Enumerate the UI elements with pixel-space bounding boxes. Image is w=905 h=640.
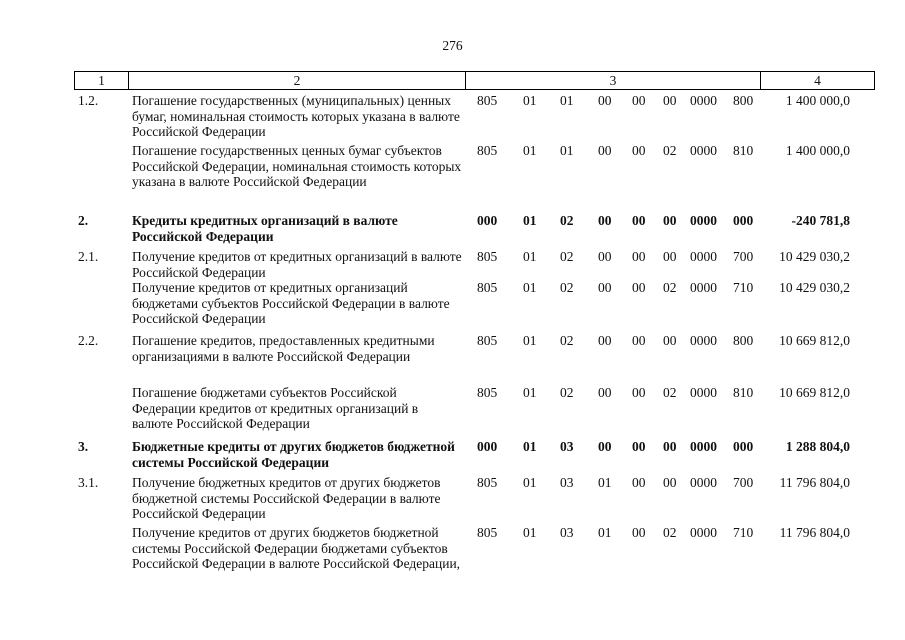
row-number: 2.1. (78, 249, 99, 264)
code-article: 00 (598, 333, 612, 348)
code-group: 01 (523, 143, 537, 158)
row-amount: 1 288 804,0 (785, 439, 850, 454)
row-number: 3. (78, 439, 89, 454)
column-header-2: 2 (129, 72, 466, 90)
table-row (74, 475, 874, 525)
code-subgroup: 03 (560, 475, 574, 490)
code-article: 00 (598, 439, 612, 454)
code-program: 0000 (690, 439, 717, 454)
row-amount: 11 796 804,0 (779, 475, 850, 490)
table-row (74, 385, 874, 439)
code-group: 01 (523, 93, 537, 108)
code-kosgu: 710 (733, 280, 754, 295)
code-kosgu: 700 (733, 249, 754, 264)
code-article: 00 (598, 249, 612, 264)
code-group: 01 (523, 525, 537, 540)
code-program: 0000 (690, 93, 717, 108)
code-element: 00 (663, 439, 677, 454)
code-admin: 805 (477, 93, 498, 108)
code-admin: 805 (477, 525, 498, 540)
code-program: 0000 (690, 333, 717, 348)
column-header-1: 1 (75, 72, 129, 90)
code-subarticle: 00 (632, 475, 646, 490)
code-kosgu: 000 (733, 439, 754, 454)
row-description: Получение кредитов от кредитных организаций бюджетами субъектов Российской Федерации в валюте Российской Федерации (132, 280, 450, 327)
code-program: 0000 (690, 143, 717, 158)
code-admin: 805 (477, 280, 498, 295)
row-amount: 10 429 030,2 (779, 249, 850, 264)
code-article: 00 (598, 93, 612, 108)
code-subgroup: 02 (560, 333, 574, 348)
code-kosgu: 810 (733, 385, 754, 400)
row-number: 2.2. (78, 333, 99, 348)
row-description: Погашение кредитов, предоставленных кредитными организациями в валюте Российской Федерации (132, 333, 435, 364)
code-subarticle: 00 (632, 439, 646, 454)
code-element: 02 (663, 385, 677, 400)
code-subarticle: 00 (632, 249, 646, 264)
code-kosgu: 800 (733, 93, 754, 108)
code-kosgu: 710 (733, 525, 754, 540)
row-description: Погашение государственных ценных бумаг субъектов Российской Федерации, номинальная стоимость которых указана в валюте Российской Федерации (132, 143, 462, 190)
table-row (74, 333, 874, 385)
code-element: 00 (663, 333, 677, 348)
code-element: 00 (663, 213, 677, 228)
column-header-4: 4 (761, 72, 875, 90)
code-group: 01 (523, 439, 537, 454)
code-kosgu: 810 (733, 143, 754, 158)
row-description: Кредиты кредитных организаций в валюте Российской Федерации (132, 213, 398, 244)
row-amount: 1 400 000,0 (785, 93, 850, 108)
row-description: Бюджетные кредиты от других бюджетов бюджетной системы Российской Федерации (132, 439, 455, 470)
code-group: 01 (523, 249, 537, 264)
table-row (74, 525, 874, 595)
code-admin: 000 (477, 439, 498, 454)
row-description: Получение бюджетных кредитов от других бюджетов бюджетной системы Российской Федерации в валюте Российской Федерации (132, 475, 441, 522)
code-element: 00 (663, 475, 677, 490)
code-article: 00 (598, 280, 612, 295)
row-number: 3.1. (78, 475, 99, 490)
code-element: 00 (663, 93, 677, 108)
code-subgroup: 03 (560, 525, 574, 540)
code-subgroup: 02 (560, 249, 574, 264)
column-header-3: 3 (466, 72, 761, 90)
row-number: 1.2. (78, 93, 99, 108)
code-element: 02 (663, 280, 677, 295)
code-program: 0000 (690, 280, 717, 295)
row-amount: 10 669 812,0 (779, 333, 850, 348)
code-subgroup: 01 (560, 143, 574, 158)
code-element: 02 (663, 525, 677, 540)
table-row (74, 439, 874, 475)
row-amount: 1 400 000,0 (785, 143, 850, 158)
code-subgroup: 02 (560, 280, 574, 295)
code-admin: 000 (477, 213, 498, 228)
code-group: 01 (523, 385, 537, 400)
code-article: 01 (598, 475, 612, 490)
row-description: Получение кредитов от других бюджетов бюджетной системы Российской Федерации бюджетами субъектов Российской Федерации в валюте Российской Федерации, (132, 525, 461, 572)
code-admin: 805 (477, 385, 498, 400)
code-admin: 805 (477, 475, 498, 490)
code-program: 0000 (690, 525, 717, 540)
code-kosgu: 700 (733, 475, 754, 490)
row-description: Погашение государственных (муниципальных) ценных бумаг, номинальная стоимость которых указана в валюте Российской Федерации (132, 93, 460, 140)
code-element: 02 (663, 143, 677, 158)
row-description: Получение кредитов от кредитных организаций в валюте Российской Федерации (132, 249, 462, 280)
code-subarticle: 00 (632, 143, 646, 158)
row-amount: 10 429 030,2 (779, 280, 850, 295)
code-article: 00 (598, 213, 612, 228)
row-amount: 10 669 812,0 (779, 385, 850, 400)
code-subarticle: 00 (632, 385, 646, 400)
code-group: 01 (523, 213, 537, 228)
code-group: 01 (523, 333, 537, 348)
code-program: 0000 (690, 475, 717, 490)
table-body (74, 93, 874, 595)
code-subarticle: 00 (632, 333, 646, 348)
code-admin: 805 (477, 333, 498, 348)
page-number: 276 (442, 38, 463, 53)
code-subgroup: 01 (560, 93, 574, 108)
row-description: Погашение бюджетами субъектов Российской Федерации кредитов от кредитных организаций в валюте Российской Федерации (132, 385, 419, 432)
code-article: 00 (598, 385, 612, 400)
code-subgroup: 02 (560, 385, 574, 400)
code-program: 0000 (690, 249, 717, 264)
code-element: 00 (663, 249, 677, 264)
table-row (74, 280, 874, 333)
code-subgroup: 02 (560, 213, 574, 228)
table-row (74, 213, 874, 249)
code-program: 0000 (690, 213, 717, 228)
code-subgroup: 03 (560, 439, 574, 454)
code-article: 00 (598, 143, 612, 158)
code-subarticle: 00 (632, 280, 646, 295)
code-subarticle: 00 (632, 525, 646, 540)
code-article: 01 (598, 525, 612, 540)
code-group: 01 (523, 475, 537, 490)
table-row (74, 143, 874, 213)
code-kosgu: 800 (733, 333, 754, 348)
code-kosgu: 000 (733, 213, 754, 228)
table-row (74, 249, 874, 280)
column-header-table (74, 71, 875, 90)
row-number: 2. (78, 213, 89, 228)
code-admin: 805 (477, 249, 498, 264)
row-amount: -240 781,8 (791, 213, 850, 228)
row-amount: 11 796 804,0 (779, 525, 850, 540)
table-row (74, 93, 874, 143)
code-program: 0000 (690, 385, 717, 400)
code-subarticle: 00 (632, 93, 646, 108)
code-subarticle: 00 (632, 213, 646, 228)
code-group: 01 (523, 280, 537, 295)
code-admin: 805 (477, 143, 498, 158)
